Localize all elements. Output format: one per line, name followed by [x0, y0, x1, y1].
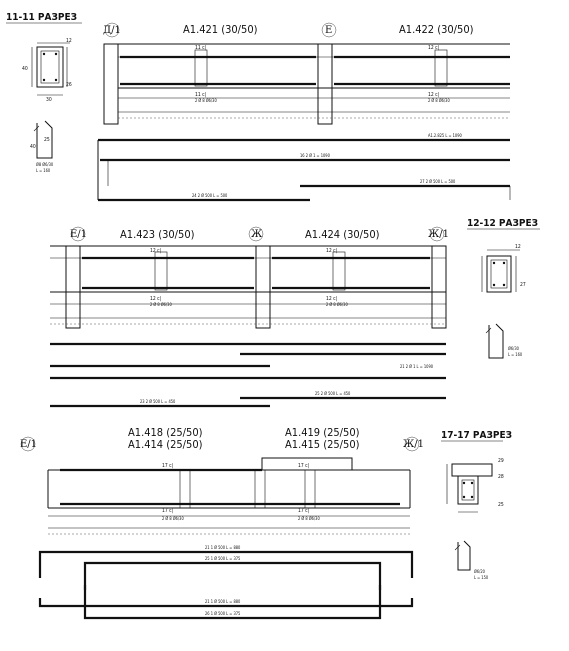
beam-label: A1.423 (30/50)	[120, 228, 195, 241]
bar-label: 25 1 Ø 500 L = 375	[205, 556, 241, 561]
bar-label: 21 1 Ø 500 L = 880	[205, 545, 241, 550]
axis-label: Е/1	[70, 229, 88, 240]
axis-label: Ж	[251, 229, 263, 240]
beam-mark: 17 ᴄ|	[298, 508, 310, 514]
stirrup-sketch	[489, 324, 503, 358]
spacing-label: 2 Ø 8 Ø6/30	[150, 302, 172, 307]
stirrup-label: Ø6/20	[474, 569, 485, 574]
section-12-12	[467, 218, 540, 358]
beam-mark: 11 ᴄ|	[195, 45, 207, 51]
bar-label: 16 2 Ø 1 = 1090	[300, 153, 330, 158]
bar-label: A1.2.825 L = 1090	[428, 133, 462, 138]
bar-label: 27 2 Ø 500 L = 500	[420, 179, 456, 184]
elevation-1	[98, 23, 510, 200]
svg-text:40: 40	[30, 144, 36, 150]
section-outline	[487, 256, 511, 292]
beam-label: A1.418 (25/50)	[128, 426, 203, 439]
beam-mark: 17 ᴄ|	[162, 508, 174, 514]
beam-label: A1.414 (25/50)	[128, 438, 203, 451]
dim-label: 28	[498, 474, 504, 480]
axis-label: Е	[325, 25, 333, 36]
bar-label: 24 2 Ø 500 L = 500	[192, 193, 228, 198]
dim-label: 12	[66, 38, 72, 44]
elevation-2	[50, 227, 449, 406]
bar-label: 26 1 Ø 500 L = 375	[205, 611, 241, 616]
beam-mark: 12 ᴄ|	[428, 92, 440, 98]
spacing-label: 2 Ø 8 Ø6/30	[326, 302, 348, 307]
beam-mark: 12 ᴄ|	[150, 248, 162, 254]
stirrup-label: L = 160	[36, 168, 51, 173]
beam-label: A1.422 (30/50)	[399, 23, 474, 36]
beam-label: A1.421 (30/50)	[183, 23, 258, 36]
beam-label: A1.424 (30/50)	[305, 228, 380, 241]
elevation-3	[20, 426, 424, 618]
beam-mark: 12 ᴄ|	[428, 45, 440, 51]
beam-label: A1.419 (25/50)	[285, 426, 360, 439]
spacing-label: 2 Ø 8 Ø6/30	[162, 516, 184, 521]
dim-label: 26	[66, 82, 72, 88]
axis-label: Ж/1	[403, 439, 424, 450]
dim-label: 27	[520, 282, 526, 288]
beam-mark: 17 ᴄ|	[298, 463, 310, 469]
section-title-11-11: 11-11 РАЗРЕЗ	[6, 12, 77, 23]
section-title-17-17: 17-17 РАЗРЕЗ	[441, 430, 512, 441]
beam-mark: 12 ᴄ|	[326, 296, 338, 302]
stirrup-label: L = 150	[474, 575, 489, 580]
spacing-label: 2 Ø 8 Ø6/30	[428, 98, 450, 103]
section-title-12-12: 12-12 РАЗРЕЗ	[467, 218, 538, 229]
section-17-17	[441, 430, 512, 580]
dim-label: 12	[515, 244, 521, 250]
beam-mark: 11 ᴄ|	[195, 92, 207, 98]
beam-mark: 12 ᴄ|	[150, 296, 162, 302]
axis-label: Е/1	[20, 439, 38, 450]
bar-label: 25 2 Ø 500 L = 450	[315, 391, 351, 396]
spacing-label: 2 Ø 8 Ø6/30	[195, 98, 217, 103]
bar-label: 21 2 Ø 1 L = 1090	[400, 364, 434, 369]
beam-mark: 12 ᴄ|	[326, 248, 338, 254]
dim-label: 25	[498, 502, 504, 508]
stirrup-label: L = 160	[508, 352, 523, 357]
bar-label: 21 1 Ø 500 L = 880	[205, 599, 241, 604]
bar-label: 23 2 Ø 500 L = 450	[140, 399, 176, 404]
section-11-11	[6, 12, 82, 173]
dim-label: 40	[22, 66, 28, 72]
axis-label: Д/1	[103, 25, 121, 36]
stirrup-label: Ø8 Ø6/30	[36, 162, 54, 167]
beam-mark: 17 ᴄ|	[162, 463, 174, 469]
dim-label: 29	[498, 458, 504, 464]
svg-text:25: 25	[44, 137, 50, 143]
spacing-label: 2 Ø 8 Ø6/30	[298, 516, 320, 521]
axis-label: Ж/1	[428, 229, 449, 240]
beam-label: A1.415 (25/50)	[285, 438, 360, 451]
stirrup-label: Ø6/30	[508, 346, 519, 351]
dim-label: 30	[46, 97, 52, 103]
